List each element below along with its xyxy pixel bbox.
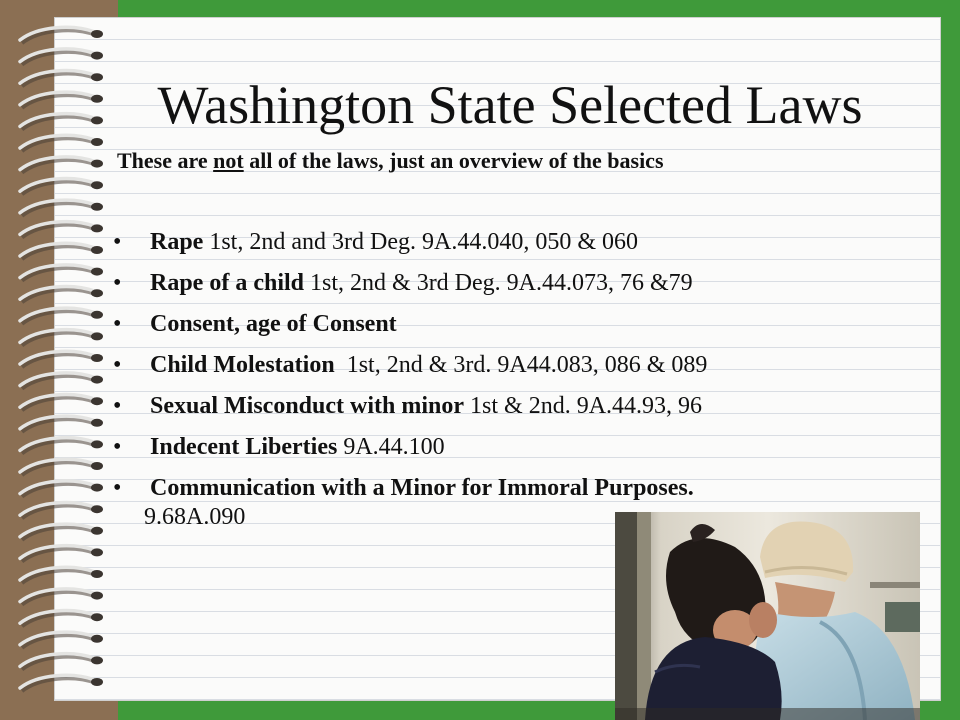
binding-hole xyxy=(91,484,103,492)
slide-title: Washington State Selected Laws xyxy=(157,75,863,135)
law-item-child-molestation xyxy=(113,351,913,380)
binding-hole xyxy=(91,246,103,254)
bullet-icon: • xyxy=(113,475,122,501)
binding-hole xyxy=(91,505,103,513)
law-term: Child Molestation xyxy=(150,352,335,378)
law-item-rape xyxy=(113,228,913,257)
binding-hole xyxy=(91,440,103,448)
slide-subtitle xyxy=(117,147,664,175)
binding-hole xyxy=(91,376,103,384)
laws-list xyxy=(113,228,913,544)
bullet-icon: • xyxy=(113,270,122,296)
law-detail: 1st, 2nd and 3rd Deg. 9A.44.040, 050 & 060 xyxy=(203,229,638,255)
law-item-rape-of-child xyxy=(113,269,913,298)
law-term: Sexual Misconduct with minor xyxy=(150,393,465,419)
binding-hole xyxy=(91,570,103,578)
binding-hole xyxy=(91,548,103,556)
binding-hole xyxy=(91,332,103,340)
law-term: Rape of a child xyxy=(150,270,305,296)
law-detail: 9A.44.100 xyxy=(337,434,445,460)
bullet-icon: • xyxy=(113,393,122,419)
binding-hole xyxy=(91,397,103,405)
binding-hole xyxy=(91,527,103,535)
law-term: Rape xyxy=(150,229,204,255)
law-detail: 9.68A.090 xyxy=(144,504,246,530)
law-detail: 1st, 2nd & 3rd. 9A44.083, 086 & 089 xyxy=(334,352,708,378)
binding-hole xyxy=(91,462,103,470)
subtitle-emphasis: not xyxy=(213,148,244,173)
law-term: Communication with a Minor for Immoral Purposes. xyxy=(150,475,694,501)
law-term: Consent, age of Consent xyxy=(150,311,397,337)
binding-hole xyxy=(91,311,103,319)
binding-hole xyxy=(91,203,103,211)
bullet-icon: • xyxy=(113,311,122,337)
binding-hole xyxy=(91,138,103,146)
binding-hole xyxy=(91,224,103,232)
law-detail: 1st & 2nd. 9A.44.93, 96 xyxy=(464,393,703,419)
binding-hole xyxy=(91,592,103,600)
law-detail: 1st, 2nd & 3rd Deg. 9A.44.073, 76 &79 xyxy=(304,270,693,296)
bullet-icon: • xyxy=(113,434,122,460)
binding-hole xyxy=(91,656,103,664)
binding-hole xyxy=(91,635,103,643)
law-term: Indecent Liberties xyxy=(150,434,338,460)
binding-hole xyxy=(91,419,103,427)
photo-two-people-embracing xyxy=(615,512,920,720)
law-item-consent xyxy=(113,310,913,339)
binding-hole xyxy=(91,354,103,362)
subtitle-text-before: These are xyxy=(117,148,214,173)
bullet-icon: • xyxy=(113,352,122,378)
binding-hole xyxy=(91,678,103,686)
law-item-sexual-misconduct xyxy=(113,392,913,421)
binding-hole xyxy=(91,160,103,168)
binding-hole xyxy=(91,181,103,189)
binding-hole xyxy=(91,613,103,621)
law-item-indecent-liberties xyxy=(113,433,913,462)
subtitle-text-after: all of the laws, just an overview of the basics xyxy=(243,148,664,173)
binding-hole xyxy=(91,52,103,60)
binding-hole xyxy=(91,30,103,38)
bullet-icon: • xyxy=(113,229,122,255)
binding-hole xyxy=(91,289,103,297)
binding-hole xyxy=(91,268,103,276)
